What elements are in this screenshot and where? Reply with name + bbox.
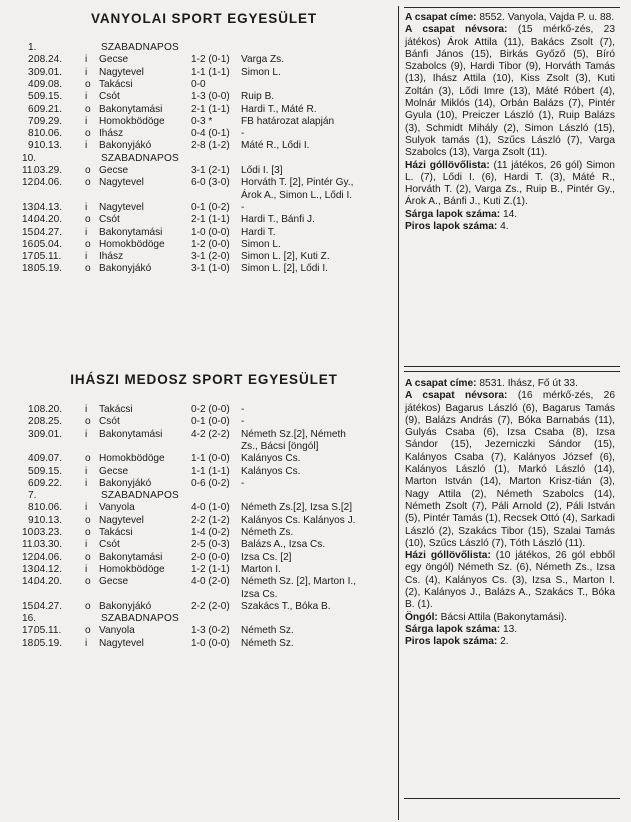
team-scorers: Házi góllövőlista: (10 játékos, 26 gól ebből egy öngól) Németh Sz. (6), Németh Zs., Izsa Cs. (4), Kalányos Cs. (3), Izsa S., Marton I. (2), Kalányos J., Balázs A., Szakács T., Bóka B. (1). (405, 550, 615, 611)
team-scorers: Házi góllövőlista: (11 játékos, 26 gól) Simon L. (7), Lődi I. (6), Hardi T. (3), Máté R., Horváth T. (2), Varga Zs., Ruip B., Pintér Gy., Árok A., Bánfi J., Kuti Z.(1). (405, 159, 615, 208)
fixture-date: 09.07. (34, 453, 63, 465)
fixture-result: 4-2 (2-2) (191, 428, 230, 440)
fixture-opponent: Nagytevel (99, 177, 144, 189)
fixture-row (28, 478, 398, 490)
fixture-bye-row (28, 490, 398, 502)
fixture-number: 8. (28, 502, 37, 514)
info-box-top-line (404, 7, 620, 8)
fixture-number: 10. (22, 527, 37, 538)
fixture-number: 6. (28, 103, 37, 115)
fixture-scorers-continued: Árok A., Simon L., Lődi I. (241, 189, 353, 201)
column-divider (398, 6, 399, 820)
fixture-row (28, 104, 398, 116)
fixture-date: 10.06. (34, 128, 63, 140)
fixture-venue: o (85, 128, 91, 140)
fixture-number: 9. (28, 514, 37, 526)
fixture-number: 2. (28, 54, 37, 66)
fixture-opponent: Bakonytamási (99, 428, 163, 440)
fixture-number: 16. (22, 613, 37, 625)
fixture-result: 0-3 * (191, 115, 213, 127)
fixture-number: 7. (28, 115, 37, 127)
fixture-scorers: Simon L. [2], Kuti Z. (241, 251, 330, 263)
fixture-number: 3. (28, 428, 37, 440)
fixture-number: 7. (28, 490, 37, 502)
fixture-opponent: Takácsi (99, 404, 133, 415)
fixture-opponent: Bakonyjákó (99, 140, 152, 152)
fixture-result: 1-2 (1-1) (191, 563, 230, 575)
fixture-result: 3-1 (2-0) (191, 251, 230, 263)
fixture-scorers: Varga Zs. (241, 54, 285, 66)
fixture-number: 10. (22, 152, 37, 164)
fixture-number: 14. (22, 214, 37, 226)
fixture-venue: o (85, 453, 91, 465)
fixture-number: 13. (22, 563, 37, 575)
fixture-venue: i (85, 115, 88, 127)
fixture-result: 1-2 (0-1) (191, 54, 230, 66)
fixture-opponent: Homokbödöge (99, 453, 165, 465)
fixture-number: 1. (28, 404, 37, 415)
fixture-number: 18. (22, 637, 37, 649)
fixture-number: 2. (28, 416, 37, 428)
fixture-number: 17. (22, 251, 37, 263)
fixture-venue: o (85, 103, 91, 115)
fixture-date: 09.22. (34, 477, 63, 489)
fixture-date: 09.15. (34, 91, 63, 103)
fixture-row-continued (28, 441, 398, 453)
fixture-result: 1-1 (1-1) (191, 465, 230, 477)
info-box-bottom-line (404, 798, 620, 799)
fixture-result: 2-5 (0-3) (191, 539, 230, 551)
fixture-venue: o (85, 514, 91, 526)
fixture-row (22, 527, 398, 539)
club-title-ihasz: IHÁSZI MEDOSZ SPORT EGYESÜLET (70, 372, 338, 387)
fixture-venue: o (85, 527, 91, 538)
fixture-number: 18. (22, 263, 37, 275)
team-own-goal: Öngól: Bácsi Attila (Bakonytamási). (405, 611, 567, 623)
fixture-scorers: Marton I. (241, 563, 281, 575)
fixture-venue: i (85, 502, 88, 514)
fixture-scorers: Máté R., Lődi I. (241, 140, 310, 152)
fixture-row (22, 551, 398, 564)
fixture-opponent: Csót (99, 214, 120, 226)
fixture-opponent: Csót (99, 416, 120, 428)
fixture-scorers: Kalányos Cs. Kalányos J. (241, 514, 356, 526)
fixture-row (22, 625, 398, 637)
fixture-result: 1-2 (0-0) (191, 238, 230, 250)
fixture-number: 4. (28, 453, 37, 465)
fixture-date: 05.19. (34, 263, 63, 275)
fixture-number: 5. (28, 91, 37, 103)
fixture-row (22, 238, 398, 251)
team-roster: A csapat névsora: (16 mérkő-zés, 26 játékos) Bagarus László (6), Bagarus Tamás (9), Balázs András (7), Bóka Barnabás (11), Gulyás Csaba (6), Izsa Csaba (8), Izsa Sándor (15), Jezerniczki Sándor (15), Kalányos Csaba (7), Kalányos József (6), Kalányos László (1), Markó László (14), Marton István (14), Marton Krisz-tián (3), Nagy Attila (2), Németh Szabolcs (14), Németh Zsolt (7), Páli Arnold (2), Páli István (5), Pintér Tamás (1), Recsek Ottó (4), Sarkadi László (2), Szakács Tibor (15), Szalai Tamás (10), Szűcs László (7), Tóth László (11). (405, 390, 615, 549)
fixture-venue: i (85, 539, 88, 551)
fixture-scorers: Szakács T., Bóka B. (241, 600, 331, 612)
fixture-venue: i (85, 54, 88, 66)
fixture-scorers: Simon L. [2], Lődi I. (241, 263, 328, 275)
fixture-date: 04.27. (34, 226, 63, 238)
team-info-ihasz (405, 378, 615, 649)
fixture-row (22, 600, 398, 613)
fixture-number: 17. (22, 625, 37, 637)
fixture-result: 6-0 (3-0) (191, 177, 230, 189)
fixture-opponent: Takácsi (99, 527, 133, 538)
fixture-row (28, 404, 398, 416)
fixture-number: 1. (28, 42, 37, 53)
bye-label: SZABADNAPOS (101, 490, 179, 502)
team-address: A csapat címe: 8552. Vanyola, Vajda P. u. 88. (405, 12, 615, 23)
fixture-scorers: Ruip B. (241, 91, 275, 103)
fixture-result: 1-0 (0-0) (191, 637, 230, 649)
fixture-venue: i (85, 226, 88, 238)
fixture-number: 16. (22, 238, 37, 250)
info-box-top-line (404, 371, 620, 372)
fixture-date: 04.06. (34, 551, 63, 563)
fixture-result: 1-1 (0-0) (191, 453, 230, 465)
fixture-venue: o (85, 238, 91, 250)
fixture-venue: i (85, 637, 88, 649)
fixture-row (28, 466, 398, 478)
fixture-date: 08.25. (34, 416, 63, 428)
fixture-venue: o (85, 263, 91, 275)
fixture-result: 2-8 (1-2) (191, 140, 230, 152)
fixture-venue: o (85, 177, 91, 189)
fixture-scorers: - (241, 128, 245, 140)
team-yellow-cards: Sárga lapok száma: 14. (405, 208, 518, 220)
fixture-scorers: Németh Sz.[2], Németh (241, 428, 346, 440)
fixture-result: 1-3 (0-0) (191, 91, 230, 103)
fixture-scorers-continued: Izsa Cs. (241, 588, 278, 600)
fixture-result: 2-1 (1-1) (191, 214, 230, 226)
fixture-row (22, 576, 398, 588)
fixture-date: 10.13. (34, 514, 63, 526)
fixture-date: 09.21. (34, 103, 63, 115)
fixture-opponent: Homokbödöge (99, 238, 165, 250)
fixture-result: 2-0 (0-0) (191, 551, 230, 563)
fixture-result: 1-0 (0-0) (191, 226, 230, 238)
fixture-row (28, 429, 398, 441)
fixture-date: 03.23. (34, 527, 63, 538)
fixture-row (28, 140, 398, 152)
fixture-row (28, 67, 398, 79)
fixture-scorers: Izsa Cs. [2] (241, 551, 292, 563)
fixture-opponent: Csót (99, 539, 120, 551)
fixture-opponent: Vanyola (99, 502, 135, 514)
fixture-opponent: Gecse (99, 165, 129, 176)
fixture-opponent: Csót (99, 91, 120, 103)
fixture-venue: i (85, 465, 88, 477)
fixture-date: 08.20. (34, 404, 63, 415)
fixture-row (22, 201, 398, 214)
fixture-date: 08.24. (34, 54, 63, 66)
fixture-row (28, 79, 398, 91)
fixture-date: 09.08. (34, 78, 63, 90)
fixture-date: 09.01. (34, 428, 63, 440)
fixture-scorers-continued: Zs., Bácsi [öngól] (241, 440, 319, 452)
fixture-row (22, 214, 398, 226)
fixture-row (22, 251, 398, 263)
fixture-date: 04.27. (34, 600, 63, 612)
fixture-result: 1-1 (1-1) (191, 66, 230, 78)
fixture-bye-row (22, 613, 398, 625)
fixture-date: 04.20. (34, 576, 63, 588)
fixture-scorers: Simon L. (241, 238, 281, 250)
fixture-venue: i (85, 201, 88, 213)
fixture-number: 12. (22, 177, 37, 189)
fixture-result: 1-4 (0-2) (191, 527, 230, 538)
fixture-opponent: Gecse (99, 576, 129, 588)
fixture-opponent: Takácsi (99, 78, 133, 90)
fixture-opponent: Bakonyjákó (99, 263, 152, 275)
fixture-number: 9. (28, 140, 37, 152)
fixture-venue: i (85, 140, 88, 152)
fixture-venue: o (85, 165, 91, 176)
fixture-number: 4. (28, 78, 37, 90)
fixture-opponent: Nagytevel (99, 514, 144, 526)
fixture-date: 05.11. (34, 251, 62, 263)
fixture-scorers: - (241, 477, 245, 489)
fixture-result: 0-0 (191, 78, 206, 90)
fixture-venue: i (85, 563, 88, 575)
fixture-number: 5. (28, 465, 37, 477)
fixture-number: 3. (28, 66, 37, 78)
fixture-scorers: Kalányos Cs. (241, 453, 301, 465)
fixture-row (22, 165, 398, 177)
fixture-row (28, 502, 398, 514)
fixture-row (28, 416, 398, 428)
bye-label: SZABADNAPOS (101, 613, 179, 625)
fixture-result: 1-3 (0-2) (191, 625, 230, 637)
fixture-scorers: Kalányos Cs. (241, 465, 301, 477)
fixture-scorers: Németh Sz. (241, 625, 294, 637)
fixture-scorers: Hardi T. (241, 226, 276, 238)
fixture-row (22, 263, 398, 275)
fixture-number: 15. (22, 600, 37, 612)
fixture-row (22, 539, 398, 551)
fixture-opponent: Homokbödöge (99, 563, 165, 575)
fixture-scorers: Németh Zs.[2], Izsa S.[2] (241, 502, 353, 514)
info-box-bottom-line (404, 366, 620, 367)
team-red-cards: Piros lapok száma: 4. (405, 221, 509, 233)
fixture-opponent: Ihász (99, 251, 124, 263)
fixture-result: 2-1 (1-1) (191, 103, 230, 115)
fixture-scorers: Horváth T. [2], Pintér Gy., (241, 177, 354, 189)
team-info-vanyola (405, 12, 615, 233)
fixture-number: 11. (22, 539, 36, 551)
fixture-venue: i (85, 66, 88, 78)
club-title-vanyola: VANYOLAI SPORT EGYESÜLET (90, 11, 318, 26)
fixture-date: 03.30. (34, 539, 63, 551)
fixture-date: 10.13. (34, 140, 63, 152)
fixture-date: 10.06. (34, 502, 63, 514)
fixture-scorers: Németh Zs. (241, 527, 294, 538)
fixture-opponent: Nagytevel (99, 637, 144, 649)
fixture-scorers: Hardi T., Bánfi J. (241, 214, 315, 226)
fixture-number: 11. (22, 165, 36, 176)
fixture-date: 09.01. (34, 66, 63, 78)
fixture-result: 3-1 (2-1) (191, 165, 230, 176)
fixture-result: 4-0 (1-0) (191, 502, 230, 514)
fixture-opponent: Vanyola (99, 625, 135, 637)
fixture-opponent: Ihász (99, 128, 124, 140)
fixture-date: 05.11. (34, 625, 62, 637)
fixture-scorers: Hardi T., Máté R. (241, 103, 317, 115)
fixture-opponent: Bakonyjákó (99, 477, 152, 489)
fixture-opponent: Nagytevel (99, 66, 144, 78)
fixture-result: 0-2 (0-0) (191, 404, 230, 415)
fixture-opponent: Bakonytamási (99, 551, 163, 563)
fixture-row (22, 637, 398, 650)
fixture-venue: i (85, 251, 88, 263)
fixture-number: 14. (22, 576, 37, 588)
fixture-number: 6. (28, 477, 37, 489)
fixture-date: 09.29. (34, 115, 63, 127)
fixture-row (28, 453, 398, 465)
fixture-row (22, 563, 398, 576)
fixture-number: 15. (22, 226, 37, 238)
fixture-scorers: FB határozat alapján (241, 115, 335, 127)
fixture-venue: o (85, 78, 91, 90)
fixture-result: 0-1 (0-2) (191, 201, 230, 213)
fixture-row (22, 226, 398, 239)
fixture-venue: o (85, 625, 91, 637)
fixture-row (28, 91, 398, 103)
fixture-scorers: Simon L. (241, 66, 281, 78)
bye-label: SZABADNAPOS (101, 42, 179, 53)
fixture-venue: o (85, 576, 91, 588)
team-yellow-cards: Sárga lapok száma: 13. (405, 623, 518, 635)
fixture-bye-row (28, 42, 398, 54)
fixture-venue: i (85, 428, 88, 440)
fixture-scorers: - (241, 404, 245, 415)
fixture-venue: o (85, 600, 91, 612)
fixture-venue: i (85, 91, 88, 103)
fixture-row (22, 177, 398, 189)
team-address: A csapat címe: 8531. Ihász, Fő út 33. (405, 378, 578, 389)
team-roster: A csapat névsora: (15 mérkő-zés, 23 játékos) Árok Attila (11), Bakács Zsolt (7), Bánfi János (15), Birkás Győző (5), Bíró Szabolcs (9), Hardi Tibor (9), Horváth Tamás (13), Ihász Attila (10), Kiss Zsolt (3), Kuti Zoltán (3), Lődi Imre (13), Máté Róbert (4), Molnár Miklós (14), Orbán Balázs (7), Pintér Gyula (10), Preiczer László (1), Ruip Balázs (3), Schmidt Mihály (2), Simon László (15), Sulyok tamás (1), Szűcs László (7), Varga Szabolcs (13), Varga Zsolt (11). (405, 24, 615, 159)
fixture-opponent: Bakonytamási (99, 103, 163, 115)
fixture-row (28, 128, 398, 140)
fixture-scorers: Németh Sz. [2], Marton I., (241, 576, 356, 588)
fixture-row (28, 116, 398, 128)
fixture-row-continued (28, 190, 398, 202)
fixture-date: 05.19. (34, 637, 63, 649)
fixture-number: 13. (22, 201, 37, 213)
fixture-opponent: Homokbödöge (99, 115, 165, 127)
fixture-venue: i (85, 477, 88, 489)
fixture-number: 8. (28, 128, 37, 140)
fixture-scorers: - (241, 416, 245, 428)
fixture-opponent: Bakonytamási (99, 226, 163, 238)
fixture-result: 3-1 (1-0) (191, 263, 230, 275)
fixture-opponent: Gecse (99, 465, 129, 477)
fixture-date: 03.29. (34, 165, 63, 176)
fixture-opponent: Bakonyjákó (99, 600, 152, 612)
fixture-result: 4-0 (2-0) (191, 576, 230, 588)
fixture-number: 12. (22, 551, 37, 563)
fixture-scorers: Németh Sz. (241, 637, 294, 649)
fixture-scorers: Lődi I. [3] (241, 165, 283, 176)
fixture-date: 09.15. (34, 465, 63, 477)
team-red-cards: Piros lapok száma: 2. (405, 636, 509, 648)
fixture-row (28, 54, 398, 66)
fixture-date: 04.06. (34, 177, 63, 189)
fixture-result: 0-4 (0-1) (191, 128, 230, 140)
fixture-opponent: Gecse (99, 54, 129, 66)
fixture-row (28, 515, 398, 527)
fixture-scorers: - (241, 201, 245, 213)
fixture-result: 0-1 (0-0) (191, 416, 230, 428)
fixture-venue: o (85, 551, 91, 563)
fixture-opponent: Nagytevel (99, 201, 144, 213)
fixture-date: 04.20. (34, 214, 63, 226)
fixture-date: 05.04. (34, 238, 63, 250)
fixture-result: 2-2 (2-0) (191, 600, 230, 612)
fixture-venue: i (85, 404, 88, 415)
bye-label: SZABADNAPOS (101, 152, 179, 164)
fixture-scorers: Balázs A., Izsa Cs. (241, 539, 326, 551)
fixture-venue: o (85, 416, 91, 428)
fixture-bye-row (22, 152, 398, 165)
fixture-date: 04.12. (34, 563, 63, 575)
fixture-venue: o (85, 214, 91, 226)
fixture-date: 04.13. (34, 201, 63, 213)
fixture-row-continued (28, 589, 398, 601)
fixture-result: 0-6 (0-2) (191, 477, 230, 489)
fixture-result: 2-2 (1-2) (191, 514, 230, 526)
